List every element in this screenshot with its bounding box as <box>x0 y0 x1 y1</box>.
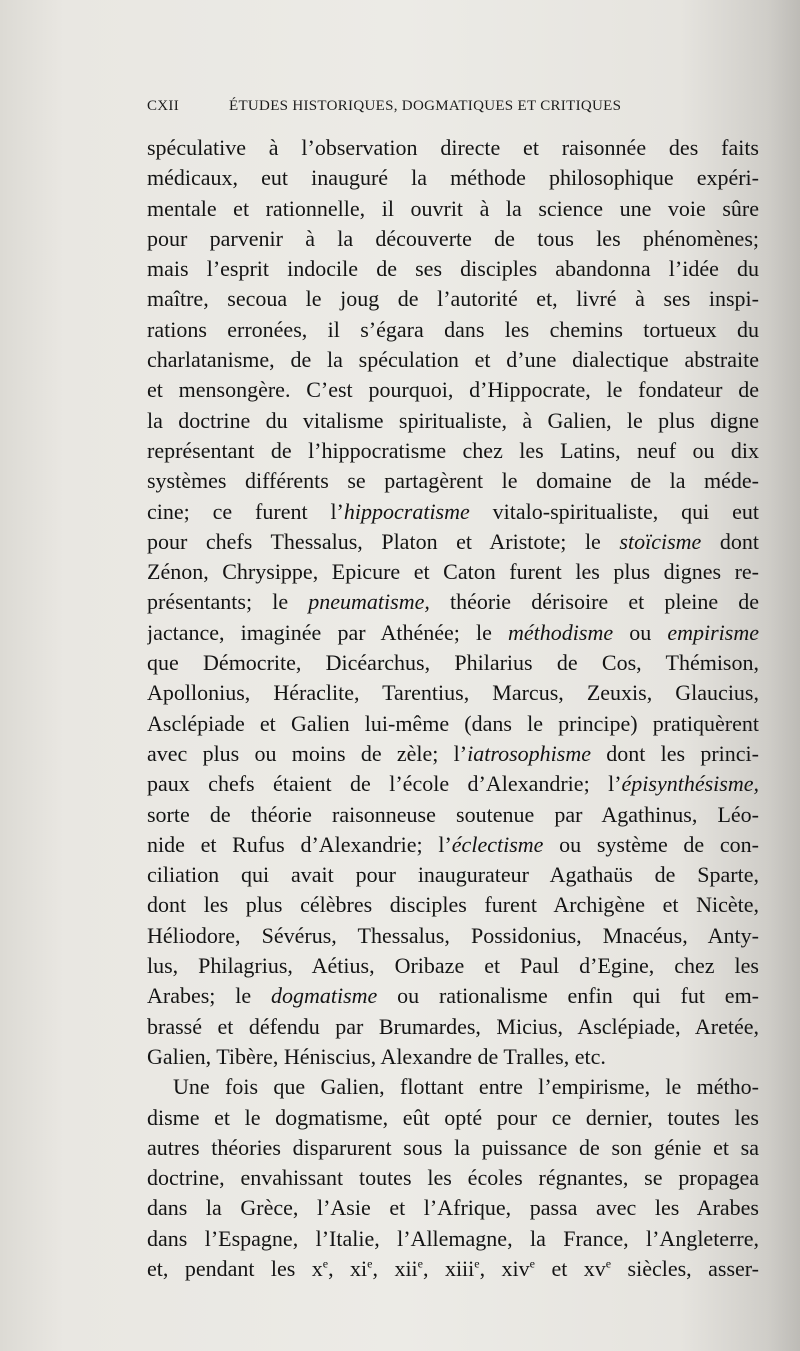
line-segment: et, pendant les x <box>147 1255 323 1281</box>
line-segment: vitalo-spiritualiste, qui eut <box>469 498 759 524</box>
text-line <box>147 497 759 527</box>
text-line: Galien, Tibère, Héniscius, Alexandre de Tralles, etc. <box>147 1043 606 1069</box>
century-superscript: e <box>474 1256 480 1271</box>
body-text <box>147 133 759 1284</box>
text-line: mentale et rationnelle, il ouvrit à la science une voie sûre <box>147 195 759 221</box>
italic-term: iatrosophisme <box>467 740 591 766</box>
line-segment: siècles, asser- <box>611 1255 759 1281</box>
text-line: Héliodore, Sévérus, Thessalus, Possidonius, Mnacéus, Anty- <box>147 922 759 948</box>
italic-term: hippocratisme <box>343 498 470 524</box>
text-line: ciliation qui avait pour inaugurateur Agathaüs de Sparte, <box>147 862 759 888</box>
text-line <box>147 1254 759 1284</box>
text-line <box>147 981 759 1011</box>
text-line: sorte de théorie raisonneuse soutenue par Agathinus, Léo- <box>147 801 759 827</box>
text-line <box>147 739 759 769</box>
text-line: dont les plus célèbres disciples furent Archigène et Nicète, <box>147 892 759 918</box>
text-line: dans la Grèce, l’Asie et l’Afrique, passa avec les Arabes <box>147 1195 759 1221</box>
line-segment: pour chefs Thessalus, Platon et Aristote; le <box>147 528 620 554</box>
line-segment: théorie dérisoire et pleine de <box>429 589 759 615</box>
line-segment: , xii <box>372 1255 418 1281</box>
text-line: brassé et défendu par Brumardes, Micius, Asclépiade, Aretée, <box>147 1013 759 1039</box>
line-segment: , xi <box>328 1255 368 1281</box>
century-superscript: e <box>322 1256 329 1271</box>
text-line: et mensongère. C’est pourquoi, d’Hippocrate, le fondateur de <box>147 377 759 403</box>
text-line: représentant de l’hippocratisme chez les Latins, neuf ou dix <box>147 437 759 463</box>
italic-term: épisynthésisme, <box>621 771 759 797</box>
running-title: ÉTUDES HISTORIQUES, DOGMATIQUES ET CRITIQUES <box>229 98 622 114</box>
text-line: Une fois que Galien, flottant entre l’empirisme, le métho- <box>173 1074 759 1100</box>
century-superscript: e <box>367 1256 373 1271</box>
century-superscript: e <box>529 1256 535 1271</box>
line-segment: dont <box>701 528 759 554</box>
text-line: Zénon, Chrysippe, Epicure et Caton furent les plus dignes re- <box>147 559 759 585</box>
page-header <box>147 98 757 128</box>
italic-term: empirisme <box>667 619 759 645</box>
line-segment: , xiv <box>479 1255 530 1281</box>
text-line <box>147 830 759 860</box>
text-line: Apollonius, Héraclite, Tarentius, Marcus, Zeuxis, Glaucius, <box>147 680 759 706</box>
text-line: Asclépiade et Galien lui-même (dans le principe) pratiquèrent <box>147 710 759 736</box>
line-segment: ou <box>613 619 668 645</box>
text-line: autres théories disparurent sous la puissance de son génie et sa <box>147 1134 759 1160</box>
line-segment: et xv <box>535 1255 606 1281</box>
text-line <box>147 618 759 648</box>
text-line: disme et le dogmatisme, eût opté pour ce dernier, toutes les <box>147 1104 759 1130</box>
century-superscript: e <box>605 1256 612 1271</box>
text-line: mais l’esprit indocile de ses disciples abandonna l’idée du <box>147 256 759 282</box>
text-line: que Démocrite, Dicéarchus, Philarius de Cos, Thémison, <box>147 650 759 676</box>
line-segment: avec plus ou moins de zèle; l’ <box>147 740 468 766</box>
text-line: systèmes différents se partagèrent le domaine de la méde- <box>147 468 759 494</box>
century-superscript: e <box>417 1256 423 1271</box>
text-line: charlatanisme, de la spéculation et d’une dialectique abstraite <box>147 347 759 373</box>
text-line: pour parvenir à la découverte de tous les phénomènes; <box>147 225 759 251</box>
italic-term: dogmatisme <box>270 983 378 1009</box>
page-number: CXII <box>147 98 180 114</box>
text-line: doctrine, envahissant toutes les écoles régnantes, se propagea <box>147 1165 759 1191</box>
italic-term: pneumatisme, <box>308 589 430 615</box>
text-line: dans l’Espagne, l’Italie, l’Allemagne, la France, l’Angleterre, <box>147 1225 759 1251</box>
text-line <box>147 587 759 617</box>
italic-term: éclectisme <box>451 831 544 857</box>
text-line: la doctrine du vitalisme spiritualiste, à Galien, le plus digne <box>147 407 759 433</box>
line-segment: cine; ce furent l’ <box>147 498 344 524</box>
text-line: spéculative à l’observation directe et raisonnée des faits <box>147 135 759 160</box>
text-line: rations erronées, il s’égara dans les chemins tortueux du <box>147 316 759 342</box>
line-segment: , xiii <box>423 1255 475 1281</box>
line-segment: Arabes; le <box>147 983 271 1009</box>
text-line: lus, Philagrius, Aétius, Oribaze et Paul d’Egine, chez les <box>147 953 759 979</box>
line-segment: dont les princi- <box>590 740 759 766</box>
text-line <box>147 769 759 799</box>
text-line <box>147 527 759 557</box>
line-segment: ou système de con- <box>543 831 759 857</box>
italic-term: méthodisme <box>508 619 614 645</box>
text-line: médicaux, eut inauguré la méthode philosophique expéri- <box>147 165 759 191</box>
line-segment: nide et Rufus d’Alexandrie; l’ <box>147 831 452 857</box>
text-line: maître, secoua le joug de l’autorité et, livré à ses inspi- <box>147 286 759 312</box>
line-segment: jactance, imaginée par Athénée; le <box>147 619 508 645</box>
line-segment: paux chefs étaient de l’école d’Alexandrie; l’ <box>147 771 622 797</box>
line-segment: ou rationalisme enfin qui fut em- <box>377 983 759 1009</box>
italic-term: stoïcisme <box>619 528 702 554</box>
line-segment: présentants; le <box>147 589 309 615</box>
